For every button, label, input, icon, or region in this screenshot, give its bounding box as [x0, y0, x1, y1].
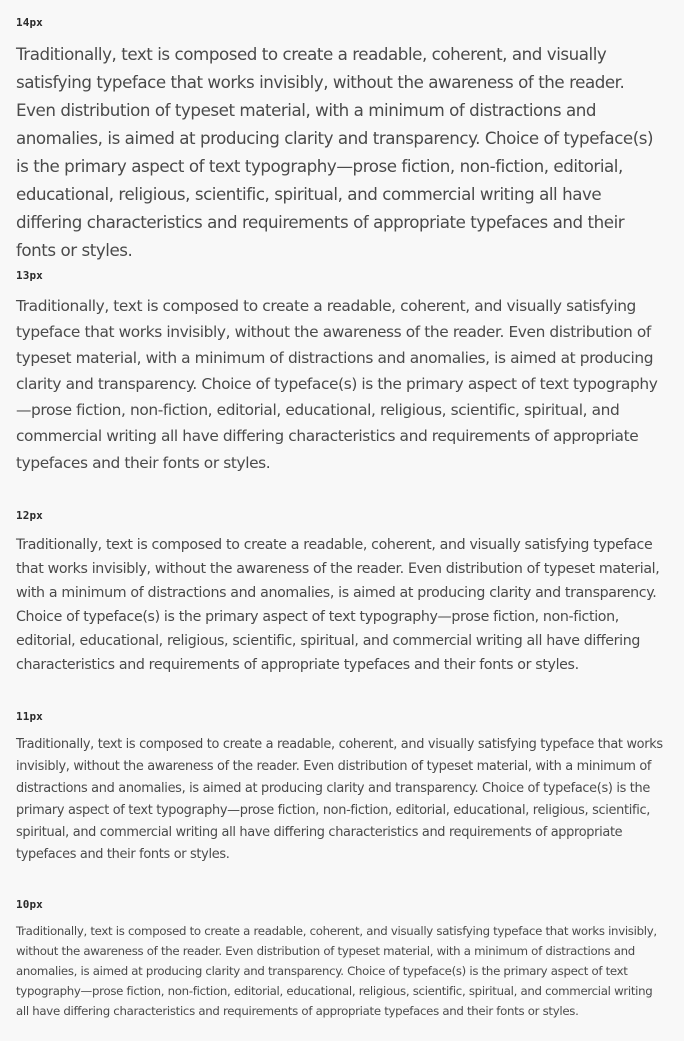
sample-paragraph: Traditionally, text is composed to create a readable, coherent, and visually satisfying typeface that works invisibly, without the awareness of the reader. Even distribution of typeset material, with a minimum of distractions and anomalies, is aimed at producing clarity and transparency. Choice of typeface(s) is the primary aspect of text typography—prose fiction, non-fiction, editorial, educational, religious, scientific, spiritual, and commercial writing all have differing characteristics and requirements of appropriate typefaces and their fonts or styles. [16, 537, 660, 673]
specimen-11px [16, 710, 668, 866]
specimen-14px [16, 16, 668, 264]
specimen-12px [16, 509, 668, 677]
sample-paragraph: Traditionally, text is composed to create a readable, coherent, and visually satisfying typeface that works invisibly, without the awareness of the reader. Even distribution of typeset material, with a minimum of distractions and anomalies, is aimed at producing clarity and transparency. Choice of typeface(s) is the primary aspect of text typography—prose fiction, non-fiction, editorial, educational, religious, scientific, spiritual, and commercial writing all have differing characteristics and requirements of appropriate typefaces and their fonts or styles. [16, 924, 657, 1018]
sample-paragraph: Traditionally, text is composed to create a readable, coherent, and visually satisfying typeface that works invisibly, without the awareness of the reader. Even distribution of typeset material, with a minimum of distractions and anomalies, is aimed at producing clarity and transparency. Choice of typeface(s) is the primary aspect of text typography—prose fiction, non-fiction, editorial, educational, religious, scientific, spiritual, and commercial writing all have differing characteristics and requirements of appropriate typefaces and their fonts or styles. [16, 737, 663, 862]
sample-paragraph: Traditionally, text is composed to create a readable, coherent, and visually satisfying typeface that works invisibly, without the awareness of the reader. Even distribution of typeset material, with a minimum of distractions and anomalies, is aimed at producing clarity and transparency. Choice of typeface(s) is the primary aspect of text typography—prose fiction, non-fiction, editorial, educational, religious, scientific, spiritual, and commercial writing all have differing characteristics and requirements of appropriate typefaces and their fonts or styles. [16, 44, 654, 260]
size-label: 11px [16, 710, 43, 723]
sample-paragraph: Traditionally, text is composed to create a readable, coherent, and visually satisfying typeface that works invisibly, without the awareness of the reader. Even distribution of typeset material, with a minimum of distractions and anomalies, is aimed at producing clarity and transparency. Choice of typeface(s) is the primary aspect of text typography—prose fiction, non-fiction, editorial, educational, religious, scientific, spiritual, and commercial writing all have differing characteristics and requirements of appropriate typefaces and their fonts or styles. [16, 297, 658, 472]
size-label: 12px [16, 509, 43, 522]
size-label: 10px [16, 898, 43, 911]
size-label: 14px [16, 16, 43, 29]
size-label: 13px [16, 269, 43, 282]
specimen-13px [16, 269, 668, 476]
specimen-10px [16, 898, 668, 1021]
